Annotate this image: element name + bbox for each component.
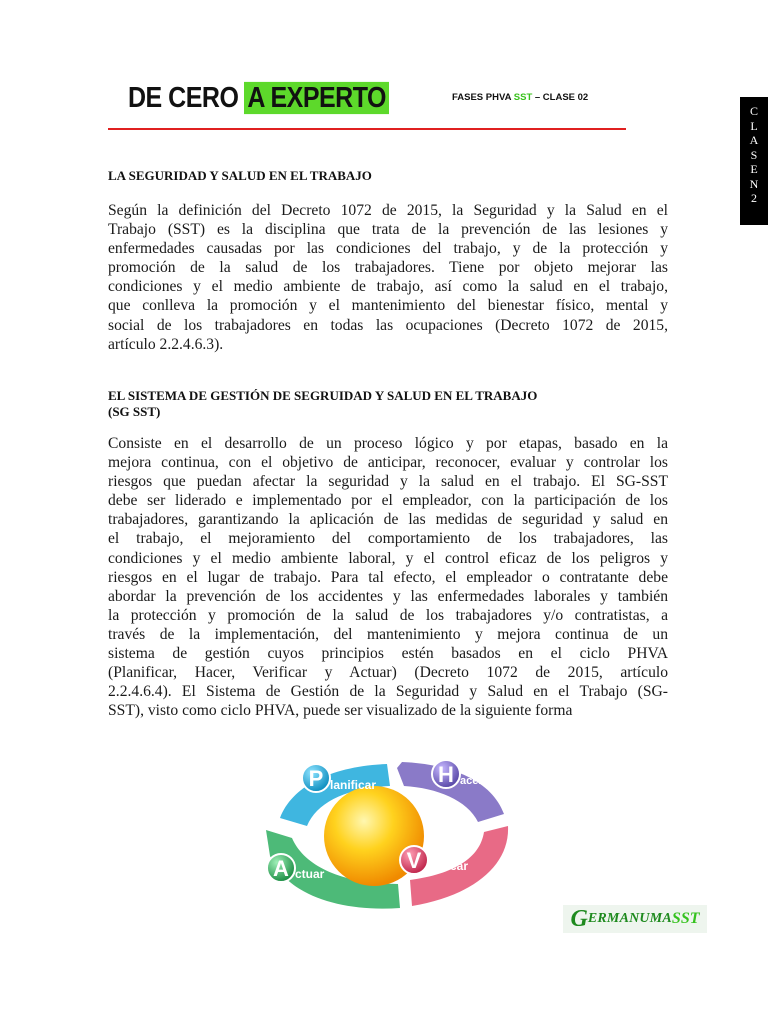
paragraph-line: condiciones y el medio ambiente de trabajo, así como la salud en el trabajo,: [108, 278, 668, 296]
paragraph-line: abordar la prevención de los accidentes y las enfermedades laborales y también: [108, 587, 668, 605]
side-tab-letter: A: [749, 133, 759, 147]
actuar-letter: A: [273, 856, 289, 881]
paragraph-line: promoción de la salud de los trabajadores. Tiene por objeto mejorar las: [108, 259, 668, 277]
paragraph-line: riesgos que puedan afectar la seguridad y la salud en el trabajo. El SG-SST: [108, 473, 668, 491]
side-tab-letter: L: [750, 118, 758, 133]
paragraph-line: mejora continua, con el objetivo de anticipar, reconocer, evaluar y controlar los: [108, 454, 668, 472]
section2-heading-line2: (SG SST): [108, 404, 161, 419]
header-title-prefix: FASES PHVA: [452, 92, 514, 103]
paragraph-line: Trabajo (SST) es la disciplina que trata de la prevención de las lesiones y: [108, 221, 668, 239]
hacer-label: acer: [460, 775, 483, 787]
paragraph-line: sistema de gestión cuyos principios estén basados en el ciclo PHVA: [108, 645, 668, 663]
section2-heading: [108, 388, 537, 420]
paragraph-line: trabajadores, garantizando la aplicación de las medidas de seguridad y salud en: [108, 511, 668, 529]
side-tab-letter: N: [749, 176, 759, 191]
paragraph-line: enfermedades causadas por las condiciones del trabajo, y de la protección y: [108, 240, 668, 258]
side-tab-letter: 2: [751, 191, 757, 205]
paragraph-line: el trabajo, el mejoramiento del comportamiento de los trabajadores, las: [108, 530, 668, 548]
side-tab-letter: S: [750, 147, 758, 162]
paragraph-line: Consiste en el desarrollo de un proceso lógico y por etapas, basado en la: [108, 435, 668, 452]
verificar-letter: V: [406, 848, 422, 873]
section1-heading: LA SEGURIDAD Y SALUD EN EL TRABAJO: [108, 168, 372, 183]
paragraph-line: social de los trabajadores en todas las ocupaciones (Decreto 1072 de 2015,: [108, 316, 668, 334]
brand-sst: SST: [671, 910, 700, 927]
hacer-letter: H: [438, 762, 454, 787]
side-tab-clase: [740, 97, 768, 225]
logo-part1: DE CERO: [128, 81, 239, 115]
paragraph-line: través de la implementación, del mantenimiento y mejora continua de un: [108, 625, 668, 643]
brand-initial: G: [570, 905, 588, 932]
header-title-suffix: – CLASE 02: [532, 92, 589, 103]
paragraph-line: condiciones y el medio ambiente laboral, y el control eficaz de los peligros y: [108, 549, 668, 567]
paragraph-line: riesgos en el lugar de trabajo. Para tal efecto, el empleador o contratante debe: [108, 568, 668, 586]
paragraph-line: Según la definición del Decreto 1072 de 2015, la Seguridad y la Salud en el: [108, 202, 668, 219]
side-tab-letter: E: [750, 162, 758, 176]
planificar-label: lanificar: [330, 778, 377, 792]
header-divider: [108, 128, 626, 130]
page-header-title: [452, 92, 588, 103]
section2-heading-line1: EL SISTEMA DE GESTIÓN DE SEGRUIDAD Y SALUD EN EL TRABAJO: [108, 388, 538, 403]
paragraph-line: 2.2.4.6.4). El Sistema de Gestión de la Seguridad y Salud en el Trabajo (SG-: [108, 683, 668, 701]
brand-name: ERMANUMA: [587, 911, 672, 926]
paragraph-line: que conlleva la promoción y el mantenimiento del bienestar físico, mental y: [108, 297, 668, 315]
brand-logo: [563, 905, 707, 933]
header-title-sst: SST: [513, 92, 533, 103]
logo: [128, 81, 389, 115]
side-tab-letter: C: [749, 104, 758, 118]
logo-part2: A EXPERTO: [244, 82, 389, 114]
actuar-label: ctuar: [295, 867, 325, 881]
paragraph-line: la protección y promoción de la salud de los trabajadores y/o contratistas, a: [108, 606, 668, 624]
verificar-label: erificar: [428, 859, 469, 873]
phva-cycle-diagram: [262, 756, 512, 912]
paragraph-line: artículo 2.2.4.6.3).: [108, 335, 224, 353]
section1-paragraph: [108, 201, 668, 354]
paragraph-line: debe ser liderado e implementado por el empleador, con la participación de los: [108, 492, 668, 510]
paragraph-line: SST), visto como ciclo PHVA, puede ser visualizado de la siguiente forma: [108, 702, 573, 720]
planificar-letter: P: [308, 766, 324, 791]
paragraph-line: (Planificar, Hacer, Verificar y Actuar) (Decreto 1072 de 2015, artículo: [108, 664, 668, 682]
section2-paragraph: [108, 434, 668, 720]
